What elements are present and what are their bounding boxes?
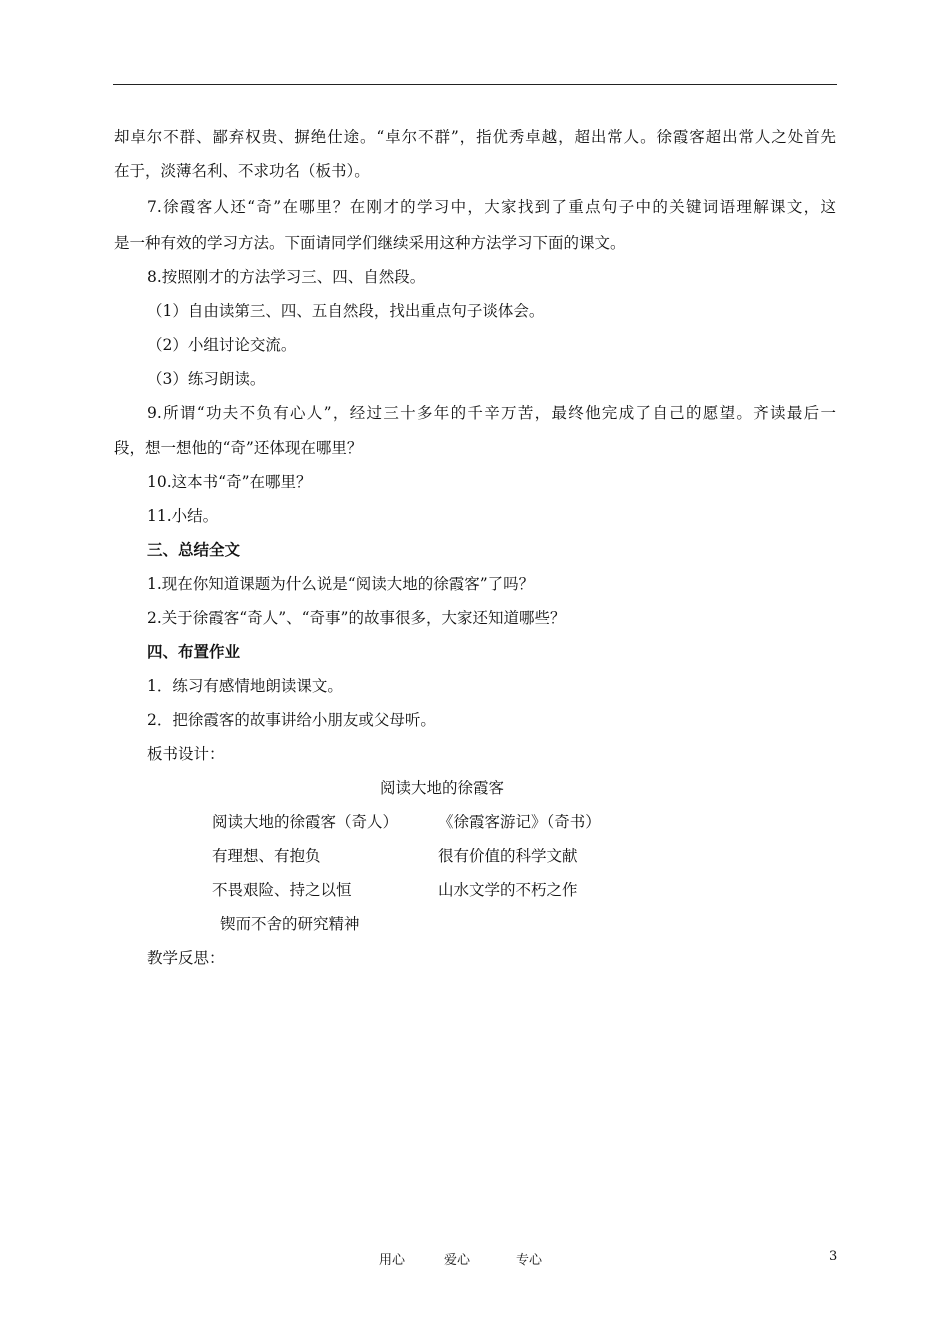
paragraph-line: 9.所谓“功夫不负有心人”，经过三十多年的千辛万苦，最终他完成了自己的愿望。齐读最后一	[147, 404, 836, 422]
list-item: 2．把徐霞客的故事讲给小朋友或父母听。	[147, 711, 436, 729]
list-item: （2）小组讨论交流。	[147, 336, 297, 354]
board-right-item: 山水文学的不朽之作	[438, 881, 578, 899]
board-design-label: 板书设计：	[147, 745, 225, 763]
list-item: 1.现在你知道课题为什么说是“阅读大地的徐霞客”了吗？	[147, 575, 535, 593]
paragraph-line: 11.小结。	[147, 507, 219, 525]
paragraph-line: 8.按照刚才的方法学习三、四、自然段。	[147, 268, 426, 286]
header-rule	[113, 84, 837, 85]
list-item: （3）练习朗读。	[147, 370, 266, 388]
board-left-item: 阅读大地的徐霞客（奇人）	[212, 813, 399, 831]
list-item: 2.关于徐霞客“奇人”、“奇事”的故事很多，大家还知道哪些？	[147, 609, 566, 627]
section-heading: 三、总结全文	[147, 540, 241, 559]
footer-item: 爱心	[444, 1253, 471, 1268]
paragraph-line: 7.徐霞客人还“奇”在哪里？在刚才的学习中，大家找到了重点句子中的关键词语理解课文，这	[147, 198, 836, 216]
list-item: （1）自由读第三、四、五自然段，找出重点句子谈体会。	[147, 302, 545, 320]
board-left-item: 有理想、有抱负	[212, 847, 321, 865]
section-heading: 四、布置作业	[147, 642, 241, 661]
paragraph-line: 在于，淡薄名利、不求功名（板书）。	[114, 162, 370, 180]
board-right-item: 《徐霞客游记》（奇书）	[438, 813, 601, 831]
footer-item: 专心	[516, 1253, 543, 1268]
paragraph-line: 却卓尔不群、鄙弃权贵、摒绝仕途。“卓尔不群”，指优秀卓越，超出常人。徐霞客超出常人之处首先	[114, 128, 836, 146]
list-item: 1．练习有感情地朗读课文。	[147, 677, 343, 695]
paragraph-line: 是一种有效的学习方法。下面请同学们继续采用这种方法学习下面的课文。	[114, 234, 626, 252]
board-left-item: 不畏艰险、持之以恒	[212, 881, 352, 899]
page-number: 3	[829, 1249, 838, 1264]
paragraph-line: 段，想一想他的“奇”还体现在哪里？	[114, 439, 363, 457]
reflection-label: 教学反思：	[147, 949, 225, 967]
paragraph-line: 10.这本书“奇”在哪里？	[147, 473, 312, 491]
board-left-item: 锲而不舍的研究精神	[220, 915, 360, 933]
footer-item: 用心	[379, 1253, 406, 1268]
board-title: 阅读大地的徐霞客	[380, 779, 505, 797]
board-right-item: 很有价值的科学文献	[438, 847, 578, 865]
